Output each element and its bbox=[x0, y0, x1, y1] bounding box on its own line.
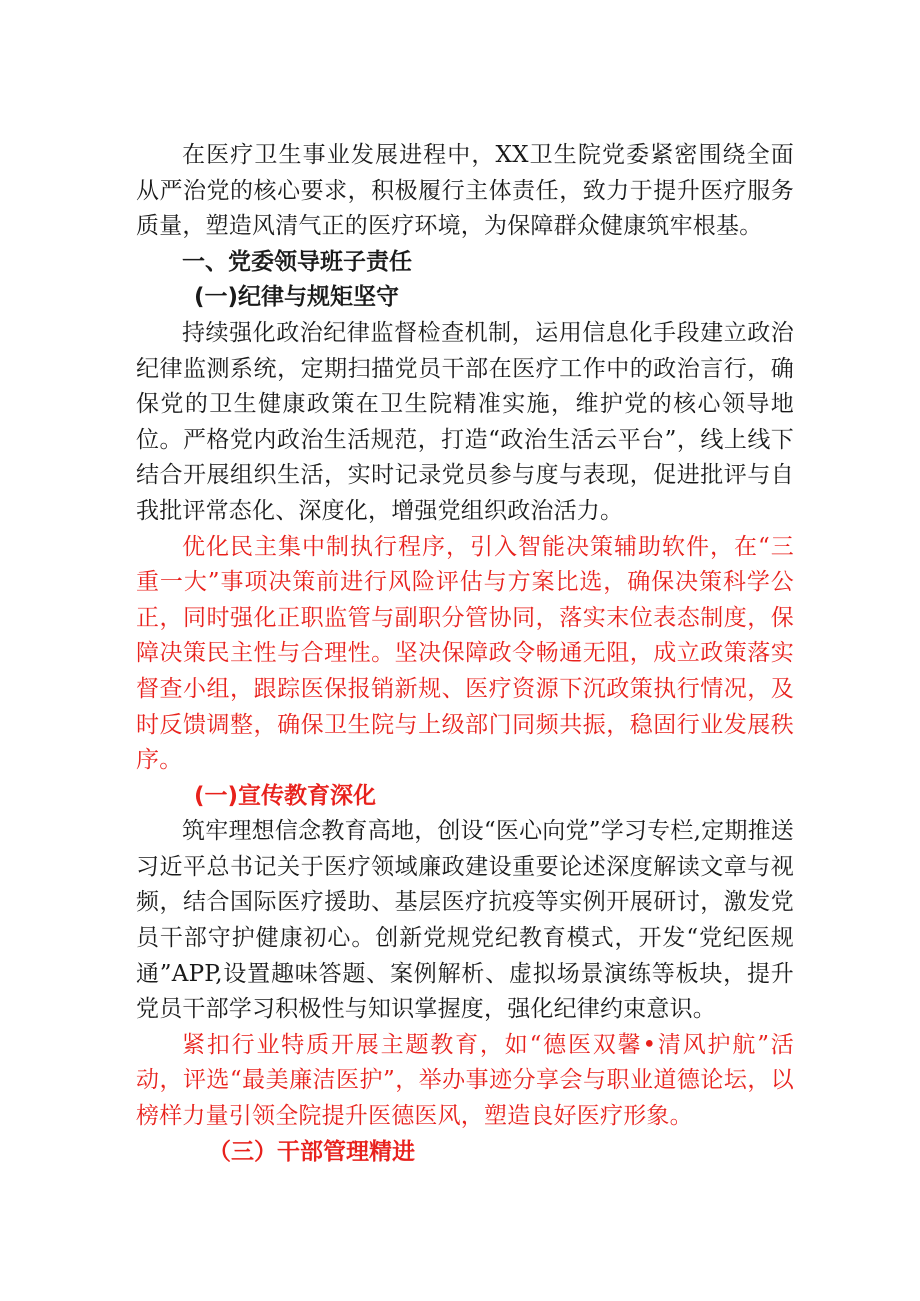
education-paragraph-2: 紧扣行业特质开展主题教育，如“德医双馨•清风护航”活动，评选“最美廉洁医护”，举办事迹分享会与职业道德论坛，以榜样力量引领全院提升医德医风，塑造良好医疗形象。 bbox=[136, 1031, 794, 1130]
section-heading-1: 一、党委领导班子责任 bbox=[182, 248, 412, 275]
subsection-heading-3: （三）干部管理精进 bbox=[208, 1138, 415, 1165]
education-paragraph-1: 筑牢理想信念教育高地，创设“医心向党”学习专栏,定期推送习近平总书记关于医疗领域廉政建设重要论述深度解读文章与视频，结合国际医疗援助、基层医疗抗疫等实例开展研讨，激发党员干部守护健康初心。创新党规党纪教育模式，开发“党纪医规通”APP,设置趣味答题、案例解析、虚拟场景演练等板块，提升党员干部学习积极性与知识掌握度，强化纪律约束意识。 bbox=[136, 818, 794, 1023]
subsection-heading-2: (一)宣传教育深化 bbox=[194, 782, 377, 809]
subsection-heading-1: (一)纪律与规矩坚守 bbox=[194, 284, 400, 311]
discipline-paragraph-1: 持续强化政治纪律监督检查机制，运用信息化手段建立政治纪律监测系统，定期扫描党员干部在医疗工作中的政治言行，确保党的卫生健康政策在卫生院精准实施，维护党的核心领导地位。严格党内政治生活规范，打造“政治生活云平台”，线上线下结合开展组织生活，实时记录党员参与度与表现，促进批评与自我批评常态化、深度化，增强党组织政治活力。 bbox=[136, 319, 794, 524]
discipline-paragraph-2: 优化民主集中制执行程序，引入智能决策辅助软件，在“三重一大”事项决策前进行风险评估与方案比选，确保决策科学公正，同时强化正职监管与副职分管协同，落实末位表态制度，保障决策民主性与合理性。坚决保障政令畅通无阻，成立政策落实督查小组，跟踪医保报销新规、医疗资源下沉政策执行情况，及时反馈调整，确保卫生院与上级部门同频共振，稳固行业发展秩序。 bbox=[136, 533, 794, 774]
document-page bbox=[136, 138, 794, 1170]
intro-paragraph: 在医疗卫生事业发展进程中，XX卫生院党委紧密围绕全面从严治党的核心要求，积极履行主体责任，致力于提升医疗服务质量，塑造风清气正的医疗环境，为保障群众健康筑牢根基。 bbox=[136, 142, 794, 240]
